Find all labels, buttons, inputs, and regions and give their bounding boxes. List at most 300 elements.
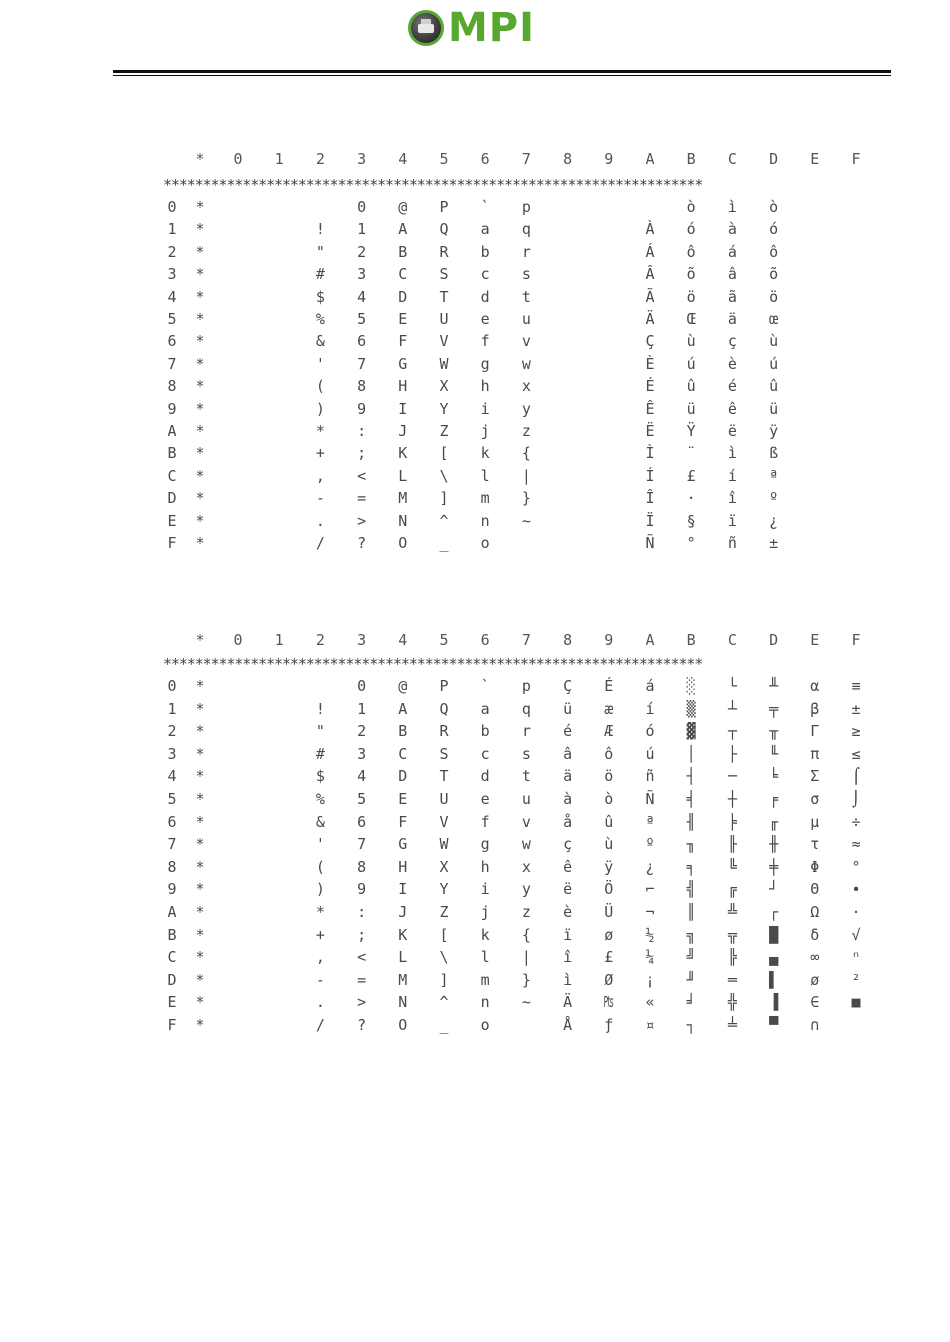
column-header: 6 [480, 150, 490, 168]
row-label: C [167, 466, 177, 485]
char-cell: ù [686, 332, 696, 351]
column-header: 0 [233, 631, 243, 649]
char-cell: ? [357, 1016, 367, 1034]
char-cell: d [480, 287, 490, 306]
row-label: 7 [167, 835, 177, 854]
char-cell: ₧ [604, 993, 614, 1012]
char-cell: Θ [810, 880, 820, 899]
char-cell: ▌ [769, 970, 779, 989]
char-cell: V [439, 812, 449, 831]
char-cell: ╞ [727, 812, 737, 831]
char-cell: ? [357, 534, 367, 552]
char-cell: ╪ [769, 857, 779, 876]
char-cell: ß [769, 444, 779, 463]
char-cell: £ [686, 466, 696, 485]
char-cell: _ [439, 1016, 449, 1034]
row-label: D [167, 970, 177, 989]
char-cell: * [315, 422, 325, 440]
row-label: 2 [167, 722, 177, 741]
char-cell: Ä [563, 993, 573, 1012]
char-cell: t [521, 767, 531, 786]
char-cell: j [480, 903, 490, 921]
char-cell: í [727, 466, 737, 485]
char-cell: 2 [357, 242, 367, 261]
char-cell: ô [604, 744, 614, 763]
row-separator-star: * [195, 925, 205, 944]
char-cell: C [398, 265, 408, 284]
char-cell: Z [439, 422, 449, 440]
char-cell: ╣ [686, 880, 696, 899]
char-cell: U [439, 310, 449, 328]
row-separator-star: * [195, 722, 205, 741]
row-label: 8 [167, 857, 177, 876]
column-header: 5 [439, 150, 449, 168]
char-cell: B [398, 242, 408, 261]
char-cell: Q [439, 699, 449, 718]
char-cell: q [521, 699, 531, 718]
char-cell: ≤ [851, 744, 861, 763]
char-cell: 4 [357, 287, 367, 306]
row-separator-star: * [195, 444, 205, 463]
char-cell: ╡ [686, 790, 696, 808]
char-cell: u [521, 790, 531, 808]
char-cell: ┬ [727, 722, 737, 741]
char-cell: K [398, 444, 408, 463]
char-cell: l [480, 466, 490, 485]
char-cell: } [521, 970, 531, 989]
char-cell: J [398, 903, 408, 921]
char-cell: u [521, 310, 531, 328]
char-cell: à [563, 790, 573, 808]
char-cell: v [521, 812, 531, 831]
char-cell: Y [439, 880, 449, 899]
char-cell: K [398, 925, 408, 944]
char-cell: { [521, 925, 531, 944]
char-cell: # [315, 265, 325, 284]
char-cell: D [398, 287, 408, 306]
row-label: B [167, 925, 177, 944]
char-cell: ë [727, 422, 737, 440]
char-cell: Ç [563, 677, 573, 695]
char-cell: E [398, 310, 408, 328]
char-cell: ú [645, 744, 655, 763]
column-header: 8 [563, 150, 573, 168]
char-cell: \ [439, 466, 449, 485]
row-separator-star: * [195, 699, 205, 718]
char-cell: 8 [357, 377, 367, 396]
column-header: 8 [563, 631, 573, 649]
char-cell: É [645, 377, 655, 396]
char-cell: ! [315, 699, 325, 718]
char-cell: i [480, 399, 490, 418]
char-cell: ' [315, 835, 325, 854]
column-header: 3 [357, 150, 367, 168]
char-cell: ± [769, 534, 779, 552]
char-cell: v [521, 332, 531, 351]
char-cell: ë [563, 880, 573, 899]
char-cell: X [439, 857, 449, 876]
char-cell: y [521, 399, 531, 418]
char-cell: , [315, 466, 325, 485]
char-cell: & [315, 332, 325, 351]
char-cell: | [521, 948, 531, 967]
char-cell: ô [686, 242, 696, 261]
char-cell: ; [357, 925, 367, 944]
char-cell: Ä [645, 310, 655, 328]
char-cell: + [315, 925, 325, 944]
column-header: B [686, 631, 696, 649]
char-cell: Ω [810, 903, 820, 921]
char-cell: > [357, 511, 367, 530]
char-cell: õ [686, 265, 696, 284]
row-separator-star: * [195, 835, 205, 854]
char-cell: ù [769, 332, 779, 351]
char-cell: ü [686, 399, 696, 418]
char-cell: 9 [357, 880, 367, 899]
column-header: 3 [357, 631, 367, 649]
char-cell: ≥ [851, 722, 861, 741]
char-cell: r [521, 722, 531, 741]
char-cell: √ [851, 925, 861, 944]
char-cell: A [398, 699, 408, 718]
char-cell: J [398, 422, 408, 440]
char-cell: S [439, 265, 449, 284]
char-cell: Φ [810, 857, 820, 876]
column-header: 2 [315, 150, 325, 168]
char-cell: ; [357, 444, 367, 463]
row-separator-star: * [195, 489, 205, 508]
char-cell: + [315, 444, 325, 463]
char-cell: R [439, 242, 449, 261]
char-cell: ∞ [810, 948, 820, 967]
char-cell: σ [810, 790, 820, 808]
char-cell: ó [645, 722, 655, 741]
char-cell: Ÿ [686, 422, 696, 440]
row-label: 0 [167, 198, 177, 216]
char-cell: Γ [810, 722, 820, 741]
char-cell: Y [439, 399, 449, 418]
char-cell: ì [727, 444, 737, 463]
char-cell: ü [563, 699, 573, 718]
char-cell: è [563, 903, 573, 921]
column-header: 4 [398, 631, 408, 649]
char-cell: ▄ [769, 948, 779, 967]
char-cell: t [521, 287, 531, 306]
char-cell: k [480, 444, 490, 463]
row-label: 1 [167, 699, 177, 718]
row-label: B [167, 444, 177, 463]
char-cell: P [439, 677, 449, 695]
column-header: F [851, 631, 861, 649]
char-cell: N [398, 511, 408, 530]
column-header: E [810, 150, 820, 168]
char-cell: ì [727, 198, 737, 216]
char-cell: W [439, 835, 449, 854]
char-cell: Ï [645, 511, 655, 530]
char-cell: Á [645, 242, 655, 261]
column-header: 5 [439, 631, 449, 649]
char-cell: └ [727, 677, 737, 695]
char-cell: 2 [357, 722, 367, 741]
char-cell: [ [439, 925, 449, 944]
char-cell: S [439, 744, 449, 763]
char-cell: 6 [357, 812, 367, 831]
char-cell: I [398, 399, 408, 418]
char-cell: ╗ [686, 925, 696, 944]
char-cell: r [521, 242, 531, 261]
char-cell: º [769, 489, 779, 508]
char-cell: ö [604, 767, 614, 786]
char-cell: . [315, 993, 325, 1012]
char-cell: Ç [645, 332, 655, 351]
char-cell: À [645, 220, 655, 239]
char-cell: { [521, 444, 531, 463]
char-cell: ^ [439, 993, 449, 1012]
char-cell: | [521, 466, 531, 485]
char-cell: M [398, 489, 408, 508]
char-cell: 3 [357, 744, 367, 763]
char-cell: ú [686, 354, 696, 373]
char-cell: 8 [357, 857, 367, 876]
char-cell: c [480, 744, 490, 763]
char-cell: F [398, 812, 408, 831]
char-cell: G [398, 835, 408, 854]
char-cell: O [398, 1016, 408, 1034]
char-cell: ( [315, 857, 325, 876]
char-cell: « [645, 993, 655, 1012]
char-cell: H [398, 377, 408, 396]
char-cell: M [398, 970, 408, 989]
char-cell: Ø [604, 970, 614, 989]
char-cell: T [439, 767, 449, 786]
row-label: 2 [167, 242, 177, 261]
char-cell: ½ [645, 925, 655, 944]
char-cell: R [439, 722, 449, 741]
char-cell: µ [810, 812, 820, 831]
column-header: 9 [604, 631, 614, 649]
char-cell: ═ [727, 970, 737, 989]
char-cell: . [315, 511, 325, 530]
separator-line: ******************************************************************** [163, 657, 703, 671]
logo-text: MPI [448, 5, 536, 51]
row-separator-star: * [195, 466, 205, 485]
char-cell: \ [439, 948, 449, 967]
char-cell: Ë [645, 422, 655, 440]
char-cell: g [480, 835, 490, 854]
char-cell: ç [727, 332, 737, 351]
char-cell: æ [604, 699, 614, 718]
char-cell: π [810, 744, 820, 763]
char-cell: [ [439, 444, 449, 463]
column-header: 7 [521, 631, 531, 649]
char-cell: · [851, 903, 861, 921]
char-cell: ╤ [769, 699, 779, 718]
row-separator-star: * [195, 220, 205, 239]
char-cell: Í [645, 466, 655, 485]
char-cell: e [480, 310, 490, 328]
char-cell: } [521, 489, 531, 508]
char-cell: 1 [357, 699, 367, 718]
char-cell: : [357, 422, 367, 440]
char-cell: ┘ [769, 880, 779, 899]
char-cell: 0 [357, 677, 367, 695]
char-cell: ` [480, 198, 490, 216]
char-cell: β [810, 699, 820, 718]
row-separator-star: * [195, 198, 205, 216]
char-cell: á [645, 677, 655, 695]
char-cell: ± [851, 699, 861, 718]
char-cell: e [480, 790, 490, 808]
char-cell: ò [686, 198, 696, 216]
char-cell: é [563, 722, 573, 741]
char-cell: ² [851, 970, 861, 989]
row-label: E [167, 993, 177, 1012]
char-cell: ∩ [810, 1016, 820, 1034]
column-header: 1 [274, 150, 284, 168]
char-cell: ^ [439, 511, 449, 530]
row-separator-star: * [195, 265, 205, 284]
char-cell: ╕ [686, 857, 696, 876]
char-cell: ) [315, 880, 325, 899]
char-cell: ê [727, 399, 737, 418]
char-cell: ¨ [686, 444, 696, 463]
char-cell: = [357, 970, 367, 989]
char-cell: y [521, 880, 531, 899]
char-cell: ╦ [727, 925, 737, 944]
char-cell: n [480, 511, 490, 530]
char-cell: p [521, 677, 531, 695]
row-label: A [167, 903, 177, 921]
column-header: A [645, 631, 655, 649]
char-cell: ò [604, 790, 614, 808]
char-cell: Q [439, 220, 449, 239]
char-cell: " [315, 722, 325, 741]
char-cell: _ [439, 534, 449, 552]
row-label: 3 [167, 265, 177, 284]
row-label: 7 [167, 354, 177, 373]
column-header: 7 [521, 150, 531, 168]
char-cell: I [398, 880, 408, 899]
char-cell: h [480, 857, 490, 876]
column-header: 6 [480, 631, 490, 649]
row-separator-star: * [195, 377, 205, 396]
char-cell: α [810, 677, 820, 695]
row-separator-star: * [195, 880, 205, 899]
char-cell: o [480, 534, 490, 552]
char-cell: ╝ [686, 948, 696, 967]
char-cell: ó [769, 220, 779, 239]
char-cell: È [645, 354, 655, 373]
char-cell: F [398, 332, 408, 351]
char-cell: ╙ [769, 744, 779, 763]
char-cell: A [398, 220, 408, 239]
char-cell: s [521, 744, 531, 763]
char-cell: @ [398, 198, 408, 216]
char-cell: N [398, 993, 408, 1012]
char-cell: Ã [645, 287, 655, 306]
row-separator-star: * [195, 903, 205, 921]
char-cell: ] [439, 489, 449, 508]
char-cell: Î [645, 489, 655, 508]
row-label: F [167, 1016, 177, 1034]
row-label: 4 [167, 287, 177, 306]
char-cell: ░ [686, 677, 696, 695]
char-cell: q [521, 220, 531, 239]
char-cell: c [480, 265, 490, 284]
char-cell: Ñ [645, 790, 655, 808]
char-cell: ° [686, 534, 696, 552]
column-header: C [727, 150, 737, 168]
char-cell: < [357, 948, 367, 967]
char-cell: ▀ [769, 1016, 779, 1034]
char-cell: 1 [357, 220, 367, 239]
char-cell: n [480, 993, 490, 1012]
char-cell: $ [315, 287, 325, 306]
char-cell: X [439, 377, 449, 396]
char-cell: " [315, 242, 325, 261]
char-cell: < [357, 466, 367, 485]
char-cell: w [521, 835, 531, 854]
char-cell: p [521, 198, 531, 216]
char-cell: ╬ [727, 993, 737, 1012]
char-cell: ã [727, 287, 737, 306]
char-cell: ú [769, 354, 779, 373]
char-cell: i [480, 880, 490, 899]
char-cell: ñ [645, 767, 655, 786]
row-label: 5 [167, 790, 177, 808]
column-header: D [769, 150, 779, 168]
char-cell: 4 [357, 767, 367, 786]
char-cell: / [315, 534, 325, 552]
char-cell: ≡ [851, 677, 861, 695]
row-separator-star: * [195, 948, 205, 967]
char-cell: å [563, 812, 573, 831]
char-cell: à [727, 220, 737, 239]
row-label: F [167, 534, 177, 552]
char-cell: H [398, 857, 408, 876]
char-cell: ╥ [769, 722, 779, 741]
char-cell: 9 [357, 399, 367, 418]
column-header: * [195, 150, 205, 168]
char-cell: 7 [357, 354, 367, 373]
char-cell: ⌡ [851, 790, 861, 808]
char-cell: ª [769, 466, 779, 485]
char-cell: w [521, 354, 531, 373]
char-cell: ╠ [727, 948, 737, 967]
char-cell: * [315, 903, 325, 921]
char-cell: í [645, 699, 655, 718]
column-header: C [727, 631, 737, 649]
char-cell: │ [686, 744, 696, 763]
char-cell: ╚ [727, 857, 737, 876]
char-cell: ª [645, 812, 655, 831]
char-cell: ` [480, 677, 490, 695]
char-cell: x [521, 857, 531, 876]
char-cell: ø [810, 970, 820, 989]
char-cell: º [645, 835, 655, 854]
row-separator-star: * [195, 310, 205, 328]
char-cell: ║ [686, 903, 696, 921]
char-cell: ¿ [645, 857, 655, 876]
char-cell: ç [563, 835, 573, 854]
char-cell: P [439, 198, 449, 216]
char-cell: ╧ [727, 1016, 737, 1034]
char-cell: û [686, 377, 696, 396]
char-cell: ∈ [810, 993, 820, 1012]
char-cell: â [727, 265, 737, 284]
char-cell: Σ [810, 767, 820, 786]
char-cell: ! [315, 220, 325, 239]
